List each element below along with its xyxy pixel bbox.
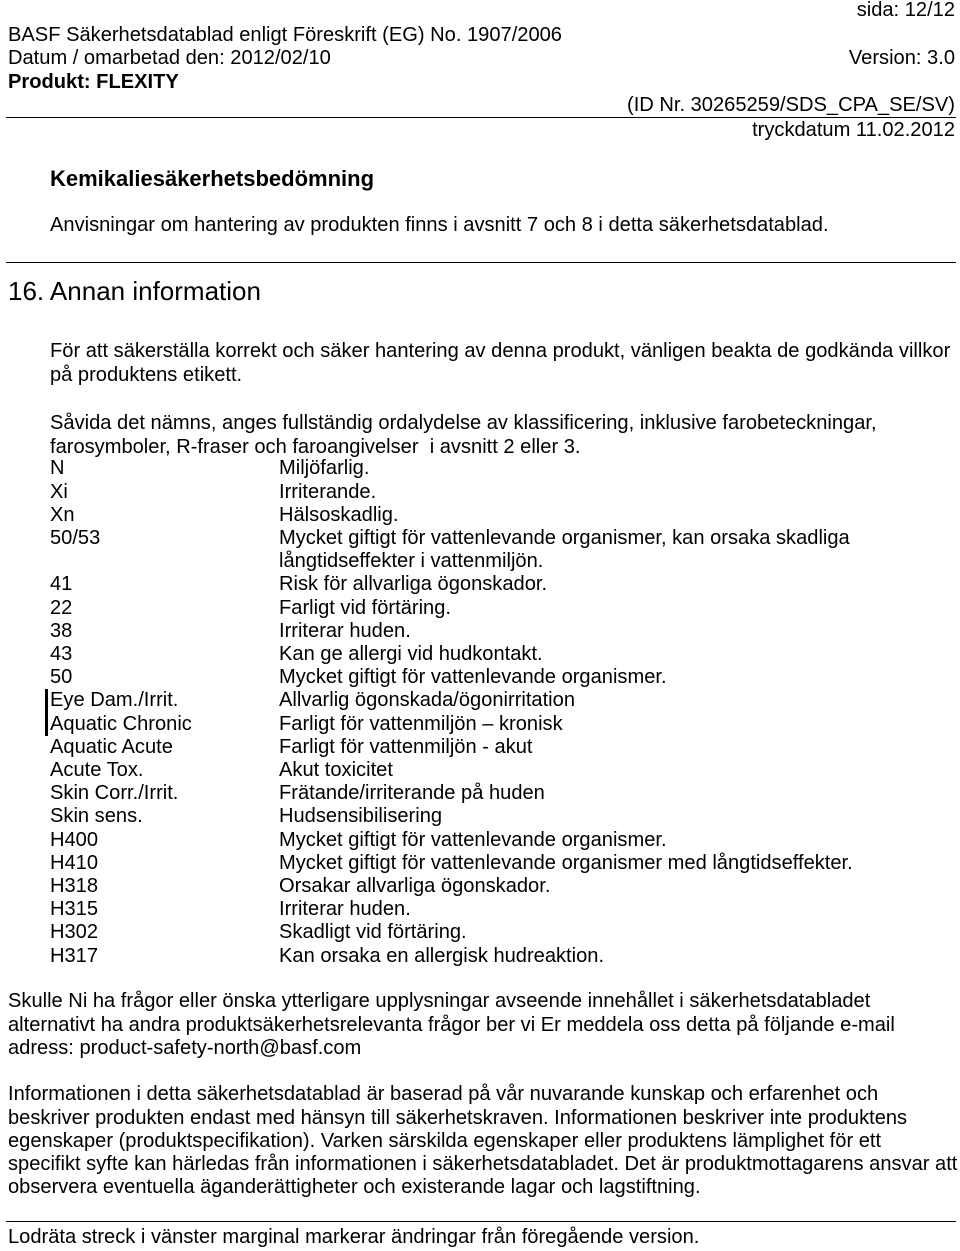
abbreviation-row	[50, 481, 919, 504]
classification-note	[50, 412, 877, 458]
abbreviation-description: Irriterar huden.	[279, 619, 411, 642]
version-label: Version: 3.0	[848, 47, 955, 70]
abbreviation-row	[50, 898, 919, 921]
abbreviation-row	[50, 643, 919, 666]
abbreviation-code: H317	[50, 944, 99, 967]
abbreviation-code: N	[50, 457, 65, 480]
abbreviation-row	[50, 782, 919, 805]
abbreviation-description: Risk för allvarliga ögonskador.	[279, 573, 548, 596]
abbreviation-code: 38	[50, 619, 73, 642]
abbreviation-description: Farligt för vattenmiljön – kronisk	[279, 712, 563, 735]
abbreviation-description: Mycket giftigt för vattenlevande organismer med långtidseffekter.	[279, 851, 853, 874]
classification-note-line: Såvida det nämns, anges fullständig ordalydelse av klassificering, inklusive farobeteckningar,	[50, 412, 877, 435]
revision-date: Datum / omarbetad den: 2012/02/10	[8, 47, 331, 70]
assessment-heading: Kemikaliesäkerhetsbedömning	[50, 166, 375, 191]
abbreviation-row	[50, 759, 919, 782]
abbreviation-description: Mycket giftigt för vattenlevande organismer.	[279, 828, 667, 851]
abbreviation-row	[50, 713, 919, 736]
document-title: BASF Säkerhetsdatablad enligt Föreskrift (EG) No. 1907/2006	[8, 24, 562, 47]
disclaimer-line: Informationen i detta säkerhetsdatablad är baserad på vår nuvarande kunskap och erfarenhet och	[8, 1083, 879, 1106]
abbreviation-code: 50	[50, 666, 73, 689]
abbreviation-description: Mycket giftigt för vattenlevande organismer, kan orsaka skadliga långtidseffekter i vattenmiljön.	[279, 527, 850, 573]
abbreviation-code: H315	[50, 898, 99, 921]
section-divider	[6, 262, 956, 263]
intro-line: För att säkerställa korrekt och säker hantering av denna produkt, vänligen beakta de godkända villkor	[50, 340, 951, 363]
abbreviation-description: Irriterar huden.	[279, 898, 411, 921]
abbreviation-row	[50, 829, 919, 852]
abbreviation-code: 43	[50, 643, 73, 666]
abbreviation-description: Mycket giftigt för vattenlevande organismer.	[279, 666, 667, 689]
id-number: (ID Nr. 30265259/SDS_CPA_SE/SV)	[627, 94, 955, 117]
abbreviation-code: Eye Dam./Irrit.	[50, 689, 179, 712]
abbreviation-code: Aquatic Acute	[50, 735, 173, 758]
abbreviation-code: H318	[50, 875, 99, 898]
abbreviation-description: Skadligt vid förtäring.	[279, 921, 467, 944]
abbreviation-code: Acute Tox.	[50, 759, 144, 782]
abbreviation-description: Orsakar allvarliga ögonskador.	[279, 875, 551, 898]
abbreviation-row	[50, 852, 919, 875]
abbreviation-row	[50, 620, 919, 643]
intro-paragraph	[50, 340, 950, 386]
abbreviation-row	[50, 666, 919, 689]
abbreviation-description: Kan orsaka en allergisk hudreaktion.	[279, 944, 605, 967]
abbreviation-code: Xi	[50, 480, 68, 503]
disclaimer-paragraph	[8, 1083, 957, 1199]
disclaimer-line: beskriver produkten endast med hänsyn till säkerhetskraven. Informationen beskriver inte produktens	[8, 1106, 908, 1129]
change-bar	[45, 689, 48, 712]
abbreviation-code: Xn	[50, 503, 75, 526]
contact-line: Skulle Ni ha frågor eller önska ytterligare upplysningar avseende innehållet i säkerhetsdatabladet	[8, 990, 871, 1013]
abbreviation-code: 50/53	[50, 527, 101, 549]
product-name: Produkt: FLEXITY	[8, 71, 179, 94]
abbreviation-row	[50, 573, 919, 596]
abbreviation-code: H302	[50, 921, 99, 944]
disclaimer-line: egenskaper (produktspecifikation). Varken särskilda egenskaper eller produktens lämplighet för ett	[8, 1129, 882, 1152]
abbreviation-row	[50, 921, 919, 944]
assessment-text: Anvisningar om hantering av produkten finns i avsnitt 7 och 8 i detta säkerhetsdatablad.	[50, 214, 829, 237]
abbreviation-description: Farligt för vattenmiljön - akut	[279, 735, 533, 758]
abbreviation-row	[50, 504, 919, 527]
abbreviation-description: Farligt vid förtäring.	[279, 596, 451, 619]
change-bar	[45, 713, 48, 736]
abbreviation-row	[50, 689, 919, 712]
change-bar-note: Lodräta streck i vänster marginal markerar ändringar från föregående version.	[8, 1226, 700, 1249]
contact-paragraph	[8, 990, 895, 1060]
abbreviation-description: Hälsoskadlig.	[279, 503, 399, 526]
abbreviation-row	[50, 875, 919, 898]
disclaimer-line: observera eventuella äganderättigheter och existerande lagar och lagstiftning.	[8, 1176, 701, 1199]
abbreviation-list	[50, 457, 919, 967]
abbreviation-code: 41	[50, 573, 73, 596]
abbreviation-row	[50, 527, 919, 573]
abbreviation-row	[50, 736, 919, 759]
abbreviation-code: 22	[50, 596, 73, 619]
contact-email: product-safety-north@basf.com	[79, 1036, 362, 1059]
abbreviation-row	[50, 945, 919, 968]
abbreviation-description: Irriterande.	[279, 480, 377, 503]
print-date: tryckdatum 11.02.2012	[752, 119, 955, 142]
abbreviation-code: Skin Corr./Irrit.	[50, 782, 179, 805]
footer-divider	[6, 1221, 956, 1222]
abbreviation-code: H400	[50, 828, 99, 851]
contact-line: alternativt ha andra produktsäkerhetsrelevanta frågor ber vi Er meddela oss detta på följande e-mail	[8, 1013, 895, 1036]
page-number: sida: 12/12	[856, 0, 955, 21]
abbreviation-description: Akut toxicitet	[279, 759, 393, 782]
abbreviation-description: Kan ge allergi vid hudkontakt.	[279, 643, 543, 666]
disclaimer-line: specifikt syfte kan härledas från informationen i säkerhetsdatabladet. Det är produktmottagarens ansvar att	[8, 1152, 958, 1175]
intro-line: på produktens etikett.	[50, 363, 243, 386]
header-divider	[6, 117, 956, 118]
abbreviation-code: H410	[50, 851, 99, 874]
abbreviation-row	[50, 597, 919, 620]
abbreviation-description: Hudsensibilisering	[279, 805, 443, 828]
abbreviation-description: Allvarlig ögonskada/ögonirritation	[279, 689, 576, 712]
section-16-heading: 16. Annan information	[8, 276, 261, 306]
classification-note-line: farosymboler, R-fraser och faroangivelser i avsnitt 2 eller 3.	[50, 435, 581, 458]
abbreviation-row	[50, 457, 919, 480]
abbreviation-description: Frätande/irriterande på huden	[279, 782, 545, 805]
abbreviation-code: Skin sens.	[50, 805, 143, 828]
abbreviation-row	[50, 805, 919, 828]
contact-email-line	[8, 1037, 895, 1060]
abbreviation-code: Aquatic Chronic	[50, 712, 192, 735]
contact-email-label: adress:	[8, 1036, 74, 1059]
abbreviation-description: Miljöfarlig.	[279, 457, 370, 480]
